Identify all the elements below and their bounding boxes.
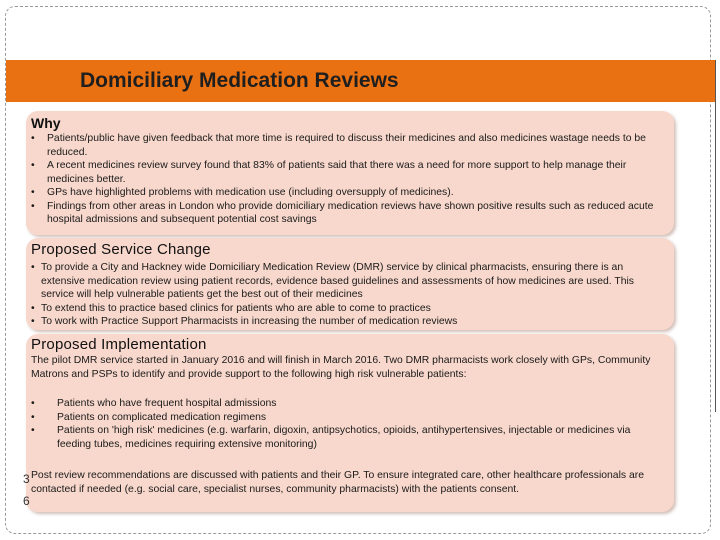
- implementation-item: • Patients who have frequent hospital admissions: [31, 397, 664, 411]
- why-list: [31, 132, 664, 227]
- service-change-heading: Proposed Service Change: [31, 241, 211, 258]
- service-change-item: • To extend this to practice based clinics for patients who are able to come to practices: [31, 302, 664, 316]
- slide-number-top: 3: [23, 472, 30, 486]
- why-panel: [26, 111, 674, 235]
- slide-edge-rule: [715, 60, 716, 412]
- implementation-closing: Post review recommendations are discussed with patients and their GP. To ensure integrated care, other healthcare professionals are contacted if needed (e.g. social care, specialist nurses, community pharmacists) with the patients consent.: [31, 470, 644, 495]
- service-change-list: [31, 261, 664, 329]
- implementation-item: • Patients on complicated medication regimens: [31, 411, 664, 425]
- implementation-list: [31, 397, 664, 451]
- why-heading: Why: [31, 115, 61, 131]
- implementation-item: • Patients on 'high risk' medicines (e.g. warfarin, digoxin, antipsychotics, opioids, antihypertensives, injectable or medicines via feeding tubes, medicines requiring extensive monitoring): [31, 424, 664, 451]
- slide-number-bottom: 6: [23, 494, 30, 508]
- implementation-heading: Proposed Implementation: [31, 336, 207, 353]
- why-item: • Patients/public have given feedback that more time is required to discuss their medicines and also medicines wastage needs to be reduced.: [31, 132, 664, 159]
- why-item: • Findings from other areas in London who provide domiciliary medication reviews have shown positive results such as reduced acute hospital admissions and subsequent potential cost savings: [31, 200, 664, 227]
- why-item: • GPs have highlighted problems with medication use (including oversupply of medicines).: [31, 186, 664, 200]
- slide-title: Domiciliary Medication Reviews: [80, 69, 399, 92]
- service-change-panel: [26, 238, 674, 330]
- implementation-intro: The pilot DMR service started in January 2016 and will finish in March 2016. Two DMR pharmacists work closely with GPs, Community Matrons and PSPs to identify and provide support to the following high risk vulnerable patients:: [31, 355, 651, 380]
- why-item: • A recent medicines review survey found that 83% of patients said that there was a need for more support to help manage their medicines better.: [31, 159, 664, 186]
- implementation-panel: [26, 334, 674, 512]
- service-change-item: • To provide a City and Hackney wide Domiciliary Medication Review (DMR) service by clinical pharmacists, ensuring there is an extensive medication review using patient records, evidence based guidelines and assessments of how medicines are used. This service will help vulnerable patients get the best out of their medicines: [31, 261, 664, 302]
- service-change-item: • To work with Practice Support Pharmacists in increasing the number of medication reviews: [31, 315, 664, 329]
